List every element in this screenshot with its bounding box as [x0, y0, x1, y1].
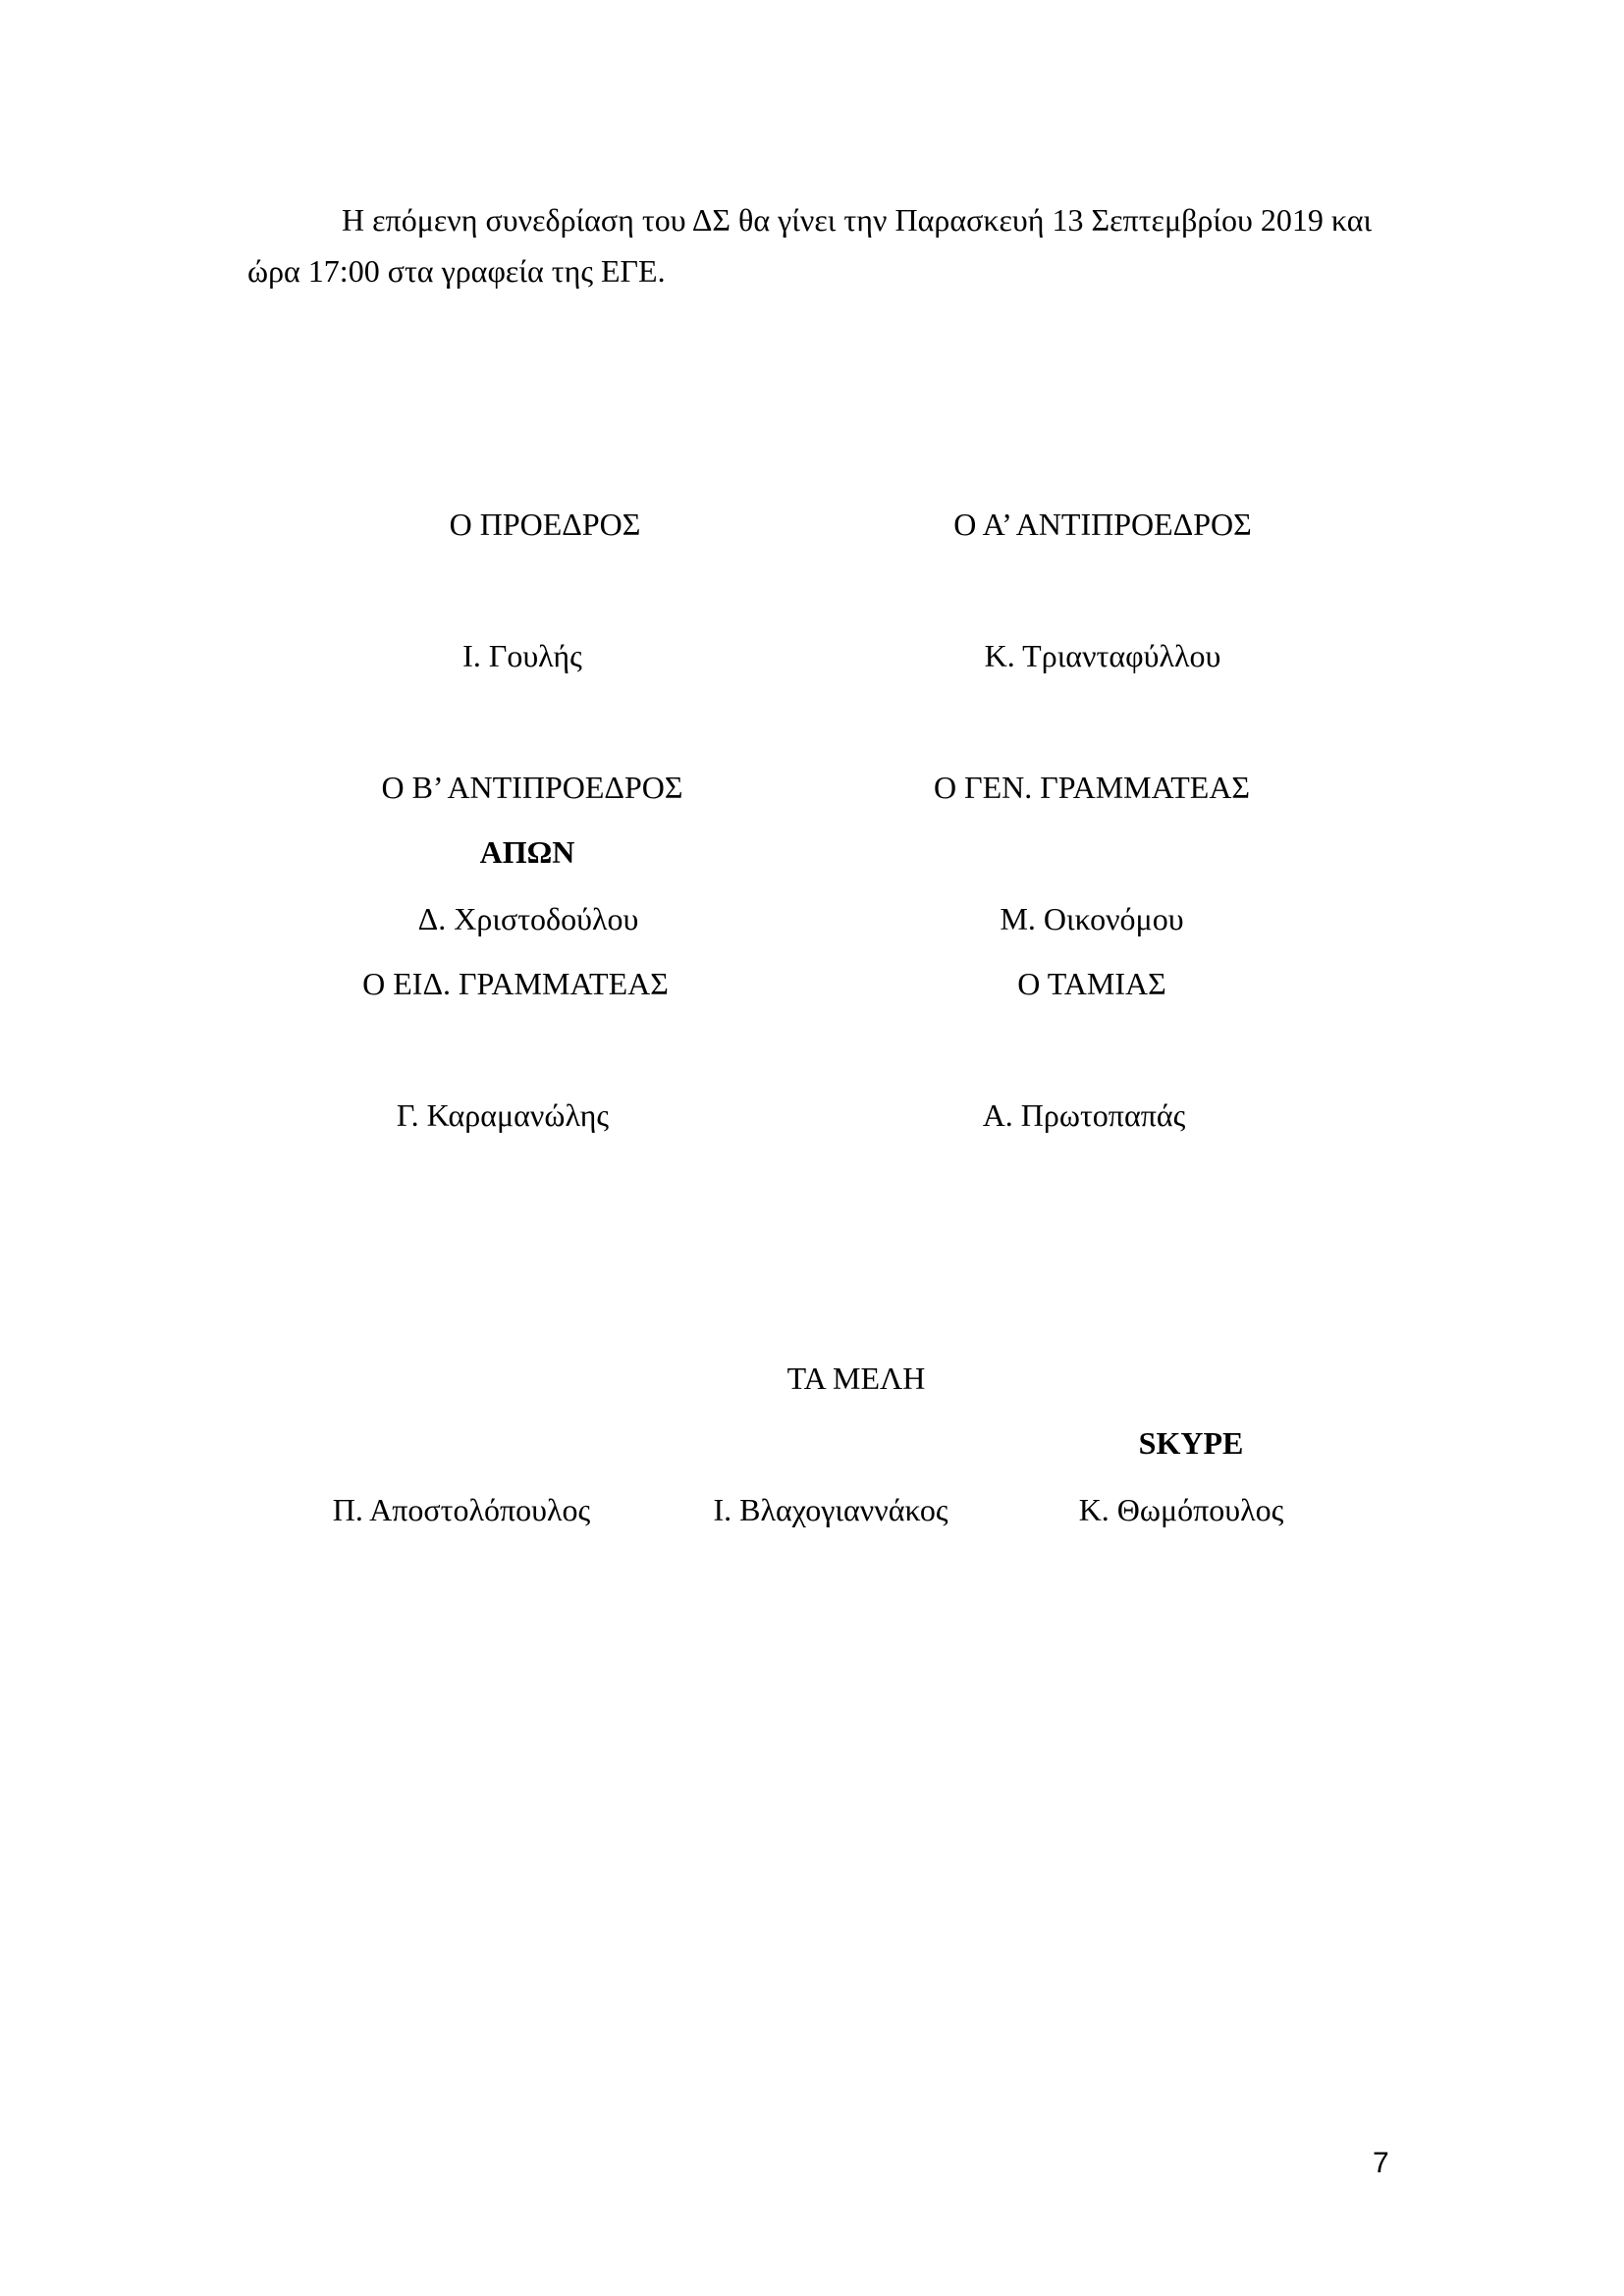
general-secretary-name: Μ. Οικονόμου — [1000, 901, 1184, 936]
vice-president-a-name: Κ. Τριανταφύλλου — [984, 638, 1221, 673]
vice-president-b-title: Ο Β’ ΑΝΤΙΠΡΟΕΔΡΟΣ — [381, 770, 683, 805]
special-secretary-title: Ο ΕΙΔ. ΓΡΑΜΜΑΤΕΑΣ — [362, 966, 669, 1001]
member-name: Π. Αποστολόπουλος — [332, 1492, 591, 1527]
skype-note: SKYPE — [1138, 1425, 1244, 1461]
member-name: Κ. Θωμόπουλος — [1078, 1492, 1284, 1527]
page-number: 7 — [1373, 2147, 1389, 2179]
president-name: Ι. Γουλής — [462, 638, 582, 673]
president-title: Ο ΠΡΟΕΔΡΟΣ — [449, 507, 641, 542]
member-name: Ι. Βλαχογιαννάκος — [713, 1492, 948, 1527]
vice-president-b-name: Δ. Χριστοδούλου — [417, 901, 639, 936]
special-secretary-name: Γ. Καραμανώλης — [396, 1097, 610, 1133]
members-heading: ΤΑ ΜΕΛΗ — [786, 1361, 926, 1396]
absent-status: ΑΠΩΝ — [479, 834, 575, 870]
treasurer-title: Ο ΤΑΜΙΑΣ — [1017, 966, 1166, 1001]
general-secretary-title: Ο ΓΕΝ. ΓΡΑΜΜΑΤΕΑΣ — [933, 770, 1251, 805]
meeting-announcement-paragraph: Η επόμενη συνεδρίαση του ΔΣ θα γίνει την Παρασκευή 13 Σεπτεμβρίου 2019 και ώρα 17:00 στα γραφεία της ΕΓΕ. — [247, 202, 1373, 289]
vice-president-a-title: Ο Α’ ΑΝΤΙΠΡΟΕΔΡΟΣ — [953, 507, 1252, 542]
treasurer-name: Α. Πρωτοπαπάς — [982, 1097, 1186, 1133]
